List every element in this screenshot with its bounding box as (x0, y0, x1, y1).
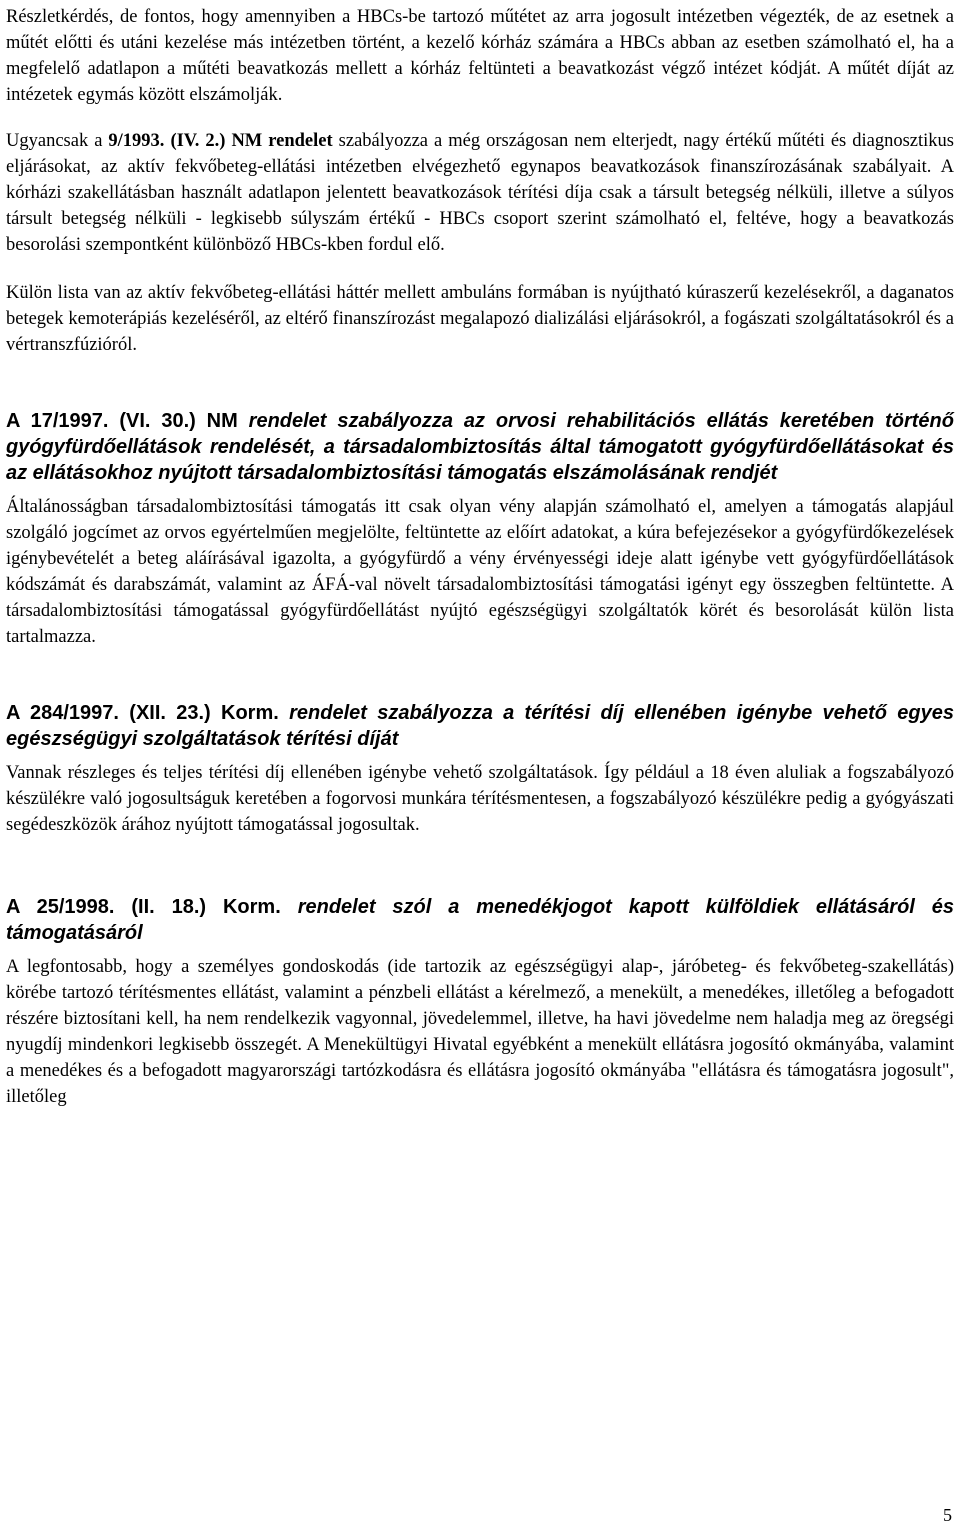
heading-title: rendelet szabályozza az orvosi rehabilitációs ellátás keretében történő gyógyfürdőellátások rendelését, a társadalombiztosítás által támogatott gyógyfürdőellátásokat és az ellátásokhoz nyújtott társadalombiztosítási támogatás elszámolásának rendjét (6, 410, 954, 484)
heading-title: rendelet szabályozza a térítési díj ellenében igénybe vehető egyes egészségügyi szolgáltatások térítési díját (6, 702, 954, 750)
paragraph-intro: Ugyancsak a (6, 131, 109, 151)
paragraph-9-1993-decree (6, 128, 954, 258)
section-25-1998 (6, 894, 954, 1110)
section-body: Vannak részleges és teljes térítési díj ellenében igénybe vehető szolgáltatások. Így például a 18 éven aluliak a fogszabályozó készülékre való jogosultságuk keretében a fogorvosi munkára térítésmentesen, a fogszabályozó készülékre pedig a gyógyászati segédeszközök árához nyújtott támogatással jogosultak. (6, 763, 954, 835)
decree-reference: 9/1993. (IV. 2.) NM rendelet (108, 131, 333, 151)
section-heading (6, 408, 954, 486)
page-number: 5 (943, 1505, 952, 1525)
heading-title: rendelet szól a menedékjogot kapott külföldiek ellátásáról és támogatásáról (6, 896, 954, 944)
document-page (6, 4, 954, 1110)
paragraph-separate-list: Külön lista van az aktív fekvőbeteg-ellátási háttér mellett ambuláns formában is nyújtható kúraszerű kezelésekről, a daganatos betegek kemoterápiás kezeléséről, az eltérő finanszírozást megalapozó dializálási eljárásokról, a fogászati szolgáltatásokról és a vértranszfúzióról. (6, 283, 954, 355)
paragraph-rest: szabályozza a még országosan nem elterjedt, nagy értékű műtéti és diagnosztikus eljárásokat, az aktív fekvőbeteg-ellátási intézetben elvégezhető egynapos beavatkozások finanszírozásának szabályait. A kórházi szakellátásban használt adatlapon jelentett beavatkozások térítési díja csak a társult betegség nélküli, illetve a súlyos társult betegség nélküli - legkisebb súlyszám értékű - HBCs csoport szerint számolható el, feltéve, hogy a beavatkozás besorolási szempontként különböző HBCs-kben fordul elő. (6, 131, 954, 255)
paragraph-hbcs-settlement: Részletkérdés, de fontos, hogy amennyiben a HBCs-be tartozó műtétet az arra jogosult intézetben végezték, de az esetnek a műtét előtti és utáni kezelése más intézetben történt, a kezelő kórház számára a HBCs abban az esetben számolható el, ha a megfelelő adatlapon a műtéti beavatkozás mellett a kórház feltünteti a beavatkozást végző intézet kódját. A műtét díját az intézetek egymás között elszámolják. (6, 7, 954, 105)
section-17-1997 (6, 408, 954, 650)
heading-reference: A 17/1997. (VI. 30.) NM (6, 410, 238, 432)
section-heading (6, 700, 954, 752)
heading-reference: A 284/1997. (XII. 23.) Korm. (6, 702, 279, 724)
section-heading (6, 894, 954, 946)
section-284-1997 (6, 700, 954, 838)
section-body: Általánosságban társadalombiztosítási támogatás itt csak olyan vény alapján számolható el, amelyen a támogatás alapjául szolgáló jogcímet az orvos egyértelműen megjelölte, feltüntette az előírt adatokat, a kúra befejezésekor a gyógyfürdőkezelések igénybevételét a beteg aláírásával igazolta, a gyógyfürdő a vény érvényességi ideje alatt igénybe vett gyógyfürdőellátások kódszámát és darabszámát, valamint az ÁFÁ-val növelt társadalombiztosítási támogatási igényt egy összegben feltüntette. A társadalombiztosítási támogatással gyógyfürdőellátást nyújtó egészségügyi szolgáltatók körét és besorolását külön lista tartalmazza. (6, 497, 954, 647)
heading-reference: A 25/1998. (II. 18.) Korm. (6, 896, 281, 918)
section-body: A legfontosabb, hogy a személyes gondoskodás (ide tartozik az egészségügyi alap-, járóbeteg- és fekvőbeteg-szakellátás) körébe tartozó térítésmentes ellátást, valamint a pénzbeli ellátást a kérelmező, a menekült, a menedékes, illetőleg a befogadott részére biztosítani kell, ha nem rendelkezik vagyonnal, jövedelemmel, illetve, ha havi jövedelme nem haladja meg az öregségi nyugdíj mindenkori legkisebb összegét. A Menekültügyi Hivatal egyébként a menekült ellátásra jogosító okmányába, valamint a menedékes és a befogadott magyarországi tartózkodásra és ellátásra jogosító okmányába "ellátásra és támogatásra jogosult", illetőleg (6, 957, 954, 1107)
